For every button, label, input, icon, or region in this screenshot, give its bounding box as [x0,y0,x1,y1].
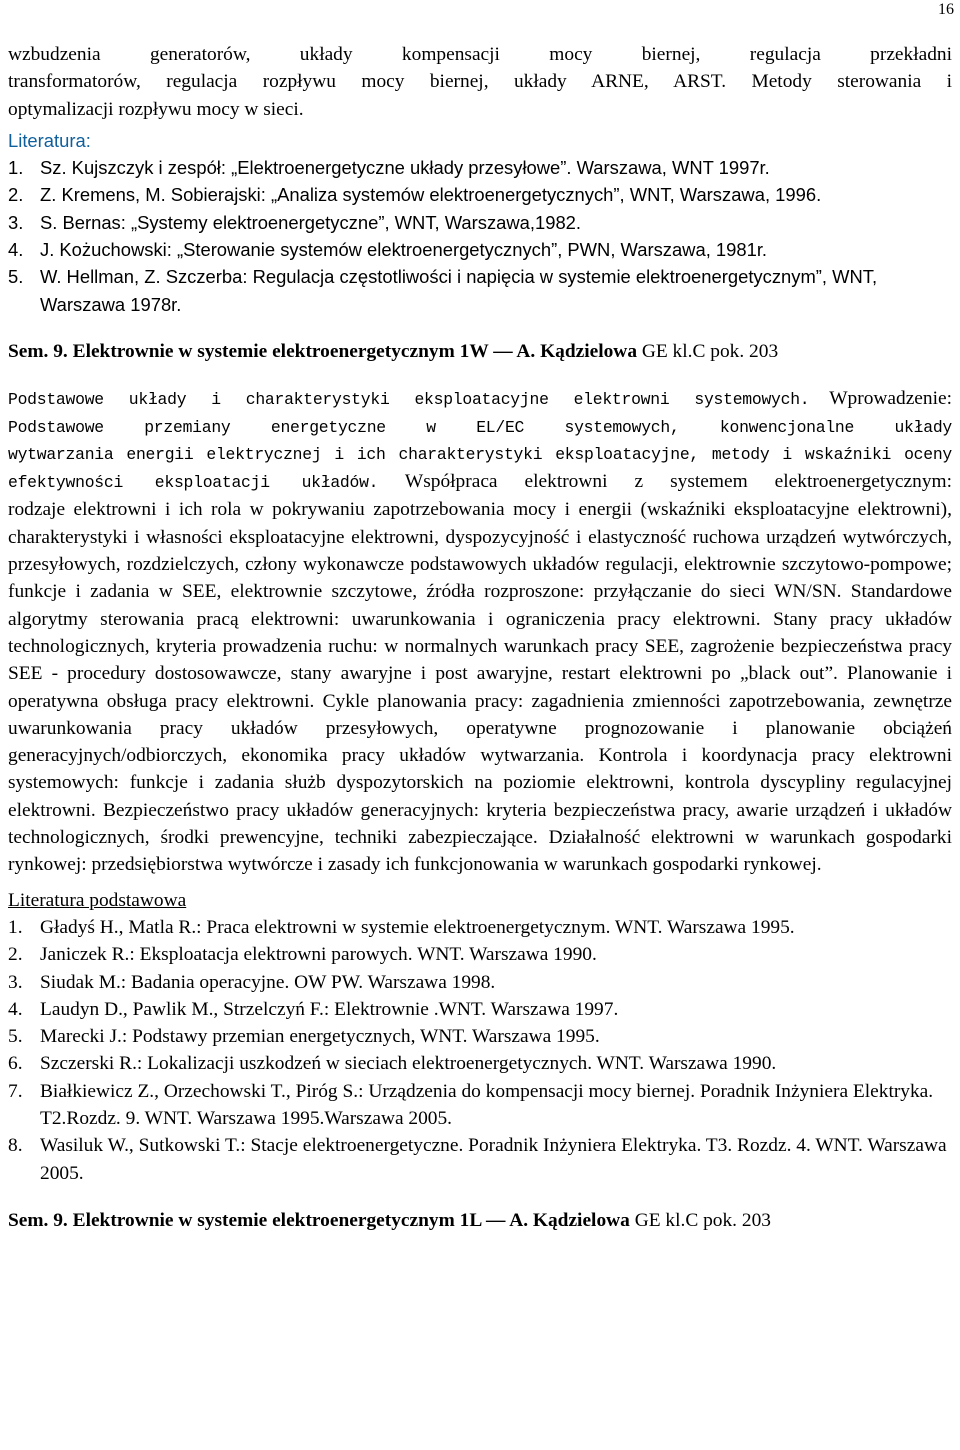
description-main-text: rodzaje elektrowni i ich rola w pokrywaniu zapotrzebowania mocy i energii (wskaźniki eksploatacyjne elektrowni), charakterystyki i własności eksploatacyjne elektrowni, dyspozycyjność i elastyczność ruchowa urządzeń wytwórczych, przesyłowych, rozdzielczych, człony wykonawcze podstawowych układów regulacji, elektrownie szczytowo-pompowe; funkcje i zadania w SEE, elektrownie szczytowe, źródła rozproszone: przyłączanie do sieci WN/SN. Standardowe algorytmy sterowania pracą elektrowni: uwarunkowania i ograniczenia pracy elektrowni. Stany pracy układów technologicznych, kryteria prowadzenia ruchu: w normalnych warunkach pracy SEE, zagrożenie bezpieczeństwa pracy SEE - procedury dostosowawcze, stany awaryjne i post awaryjne, restart elektrowni po „black out”. Planowanie i operatywna obsługa pracy elektrowni. Cykle planowania pracy: zagadnienia zmienności zapotrzebowania, zewnętrze uwarunkowania pracy układów przesyłowych, operatywne prognozowanie i planowanie obciążeń generacyjnych/odbiorczych, ekonomika pracy układów wytwarzania. Kontrola i koordynacja pracy elektrowni systemowych: funkcje i zadania służb dyspozytorskich na poziomie elektrowni, kontrola dyscypliny regulacyjnej elektrowni. Bezpieczeństwo pracy układów generacyjnych: kryteria bezpieczeństwa pracy, awarie urządzeń i układów technologicznych, środki prewencyjne, techniki zabezpieczające. Działalność elektrowni w warunkach gospodarki rynkowej: przedsiębiorstwa wytwórcze i zasady ich funkcjonowania w warunkach gospodarki rynkowej. [8,499,952,876]
list-item-number: 3. [8,211,24,233]
list-item-text: Marecki J.: Podstawy przemian energetycznych, WNT. Warszawa 1995. [40,1026,600,1048]
list-item-number: 3. [8,971,23,993]
list-item-text: Siudak M.: Badania operacyjne. OW PW. Warszawa 1998. [40,971,496,993]
list-item-text: Z. Kremens, M. Sobierajski: „Analiza systemów elektroenergetycznych”, WNT, Warszawa, 1996. [40,184,822,206]
list-item [8,154,952,181]
list-item [8,1078,952,1133]
list-item [8,236,952,263]
list-item [8,181,952,208]
course-room: GE kl.C pok. 203 [629,1209,771,1231]
description-line-4 [8,468,952,496]
list-item-text: Gładyś H., Matla R.: Praca elektrowni w systemie elektroenergetycznym. WNT. Warszawa 1995. [40,916,795,938]
list-item-number: 7. [8,1080,23,1102]
intro-paragraph [8,41,952,123]
list-item-text: Wasiluk W., Sutkowski T.: Stacje elektroenergetyczne. Poradnik Inżyniera Elektryka. T3. Rozdz. 4. WNT. Warszawa 2005. [40,1135,947,1184]
description-line-1 [8,385,952,413]
list-item [8,996,952,1023]
document-body [8,41,952,1234]
list-item-text: Szczerski R.: Lokalizacji uszkodzeń w sieciach elektroenergetycznych. WNT. Warszawa 1990. [40,1053,777,1075]
description-line-2: Podstawowe przemiany energetyczne w EL/EC systemowych, konwencjonalne układy [8,417,952,437]
list-item-number: 2. [8,944,23,966]
list-item-number: 5. [8,1026,23,1048]
list-item-number: 5. [8,266,24,288]
list-item-text: W. Hellman, Z. Szczerba: Regulacja częstotliwości i napięcia w systemie elektroenergetycznym”, WNT, Warszawa 1978r. [40,266,878,315]
intro-line-1: wzbudzenia generatorów, układy kompensacji mocy biernej, regulacja przekładni [8,44,952,65]
list-item [8,1050,952,1077]
description-serif-text: Wprowadzenie: [809,388,952,410]
list-item-text: Białkiewicz Z., Orzechowski T., Piróg S.: Urządzenia do kompensacji mocy biernej. Poradnik Inżyniera Elektryka. T2.Rozdz. 9. WNT. Warszawa 1995.Warszawa 2005. [40,1080,934,1129]
description-mono-text: efektywności eksploatacji układów. [8,473,379,493]
description-line-3: wytwarzania energii elektrycznej i ich charakterystyki eksploatacyjne, metody i wskaźniki oceny [8,444,952,464]
list-item [8,209,952,236]
course-description [8,385,952,878]
intro-line-2: transformatorów, regulacja rozpływu mocy biernej, układy ARNE, ARST. Metody sterowania i [8,71,952,93]
list-item-number: 8. [8,1135,23,1157]
list-item [8,263,952,318]
list-item-number: 1. [8,916,23,938]
list-item-text: Sz. Kujszczyk i zespół: „Elektroenergetyczne układy przesyłowe”. Warszawa, WNT 1997r. [40,157,770,179]
literature-list [8,154,952,318]
list-item-number: 4. [8,239,24,261]
course-heading-1w [8,338,952,365]
list-item-text: Janiczek R.: Eksploatacja elektrowni parowych. WNT. Warszawa 1990. [40,944,597,966]
course-heading-1l [8,1207,952,1234]
list-item-text: Laudyn D., Pawlik M., Strzelczyń F.: Elektrownie .WNT. Warszawa 1997. [40,998,619,1020]
list-item [8,969,952,996]
literature-heading: Literatura: [8,129,91,151]
intro-line-3: optymalizacji rozpływu mocy w sieci. [8,98,304,120]
list-item [8,941,952,968]
list-item-number: 4. [8,998,23,1020]
page-number: 16 [938,1,954,18]
list-item [8,1132,952,1187]
description-serif-text: Współpraca elektrowni z systemem elektroenergetycznym: [378,471,952,493]
list-item-text: J. Kożuchowski: „Sterowanie systemów elektroenergetycznych”, PWN, Warszawa, 1981r. [40,239,768,261]
literature-basic-list [8,914,952,1187]
literature-basic-heading: Literatura podstawowa [8,889,187,911]
course-room: GE kl.C pok. 203 [637,340,779,362]
list-item-text: S. Bernas: „Systemy elektroenergetyczne”, WNT, Warszawa,1982. [40,211,582,233]
description-mono-text: Podstawowe układy i charakterystyki eksploatacyjne elektrowni systemowych. [8,390,810,410]
list-item-number: 6. [8,1053,23,1075]
list-item [8,1023,952,1050]
list-item [8,914,952,941]
course-title: Sem. 9. Elektrownie w systemie elektroenergetycznym 1W — A. Kądzielowa [8,340,638,362]
course-title: Sem. 9. Elektrownie w systemie elektroenergetycznym 1L — A. Kądzielowa [8,1209,630,1231]
list-item-number: 1. [8,157,24,179]
list-item-number: 2. [8,184,24,206]
